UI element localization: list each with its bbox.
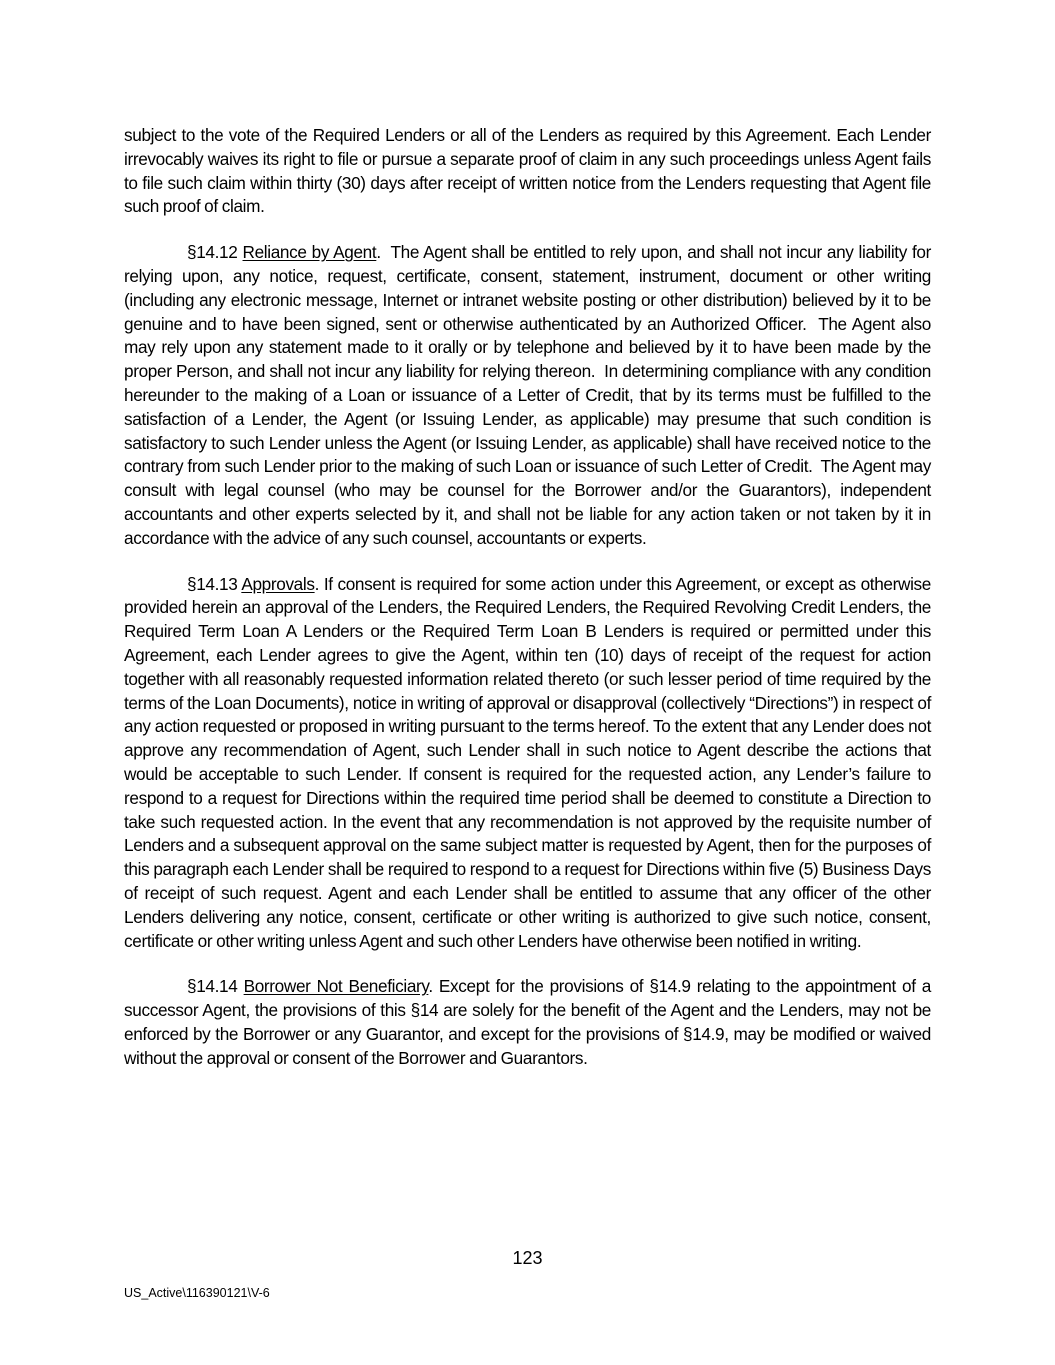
section-number: §14.12: [187, 242, 238, 263]
document-id: US_Active\116390121\V-6: [124, 1286, 270, 1300]
section-14-13: [124, 573, 931, 954]
section-number: §14.13: [187, 573, 238, 594]
page-number: 123: [512, 1248, 543, 1268]
section-number: §14.14: [187, 976, 238, 997]
section-heading-suffix: .: [376, 242, 381, 263]
section-heading-suffix: .: [314, 573, 320, 594]
section-body: If consent is required for some action under this Agreement, or except as otherwise provided herein an approval of the Lenders, the Required Lenders, the Required Revolving Credit Lenders, the Required Term Loan A Lenders or the Required Term Loan B Lenders is required or permitted under this Agreement, each Lender agrees to give the Agent, within ten (10) days of receipt of the request for action together with all reasonably requested information related thereto (or such lesser period of time required by the terms of the Loan Documents), notice in writing of approval or disapproval (collectively “Directions”) in respect of any action requested or proposed in writing pursuant to the terms hereof. To the extent that any Lender does not approve any recommendation of Agent, such Lender shall in such notice to Agent describe the actions that would be acceptable to such Lender. If consent is required for the requested action, any Lender’s failure to respond to a request for Directions within the required time period shall be deemed to constitute a Direction to take such requested action. In the event that any recommendation is not approved by the requisite number of Lenders and a subsequent approval on the same subject matter is requested by Agent, then for the purposes of this paragraph each Lender shall be required to respond to a request for Directions within five (5) Business Days of receipt of such request. Agent and each Lender shall be entitled to assume that any officer of the other Lenders delivering any notice, consent, certificate or other writing is authorized to give such notice, consent, certificate or other writing unless Agent and such other Lenders have otherwise been notified in writing.: [124, 573, 931, 951]
section-body: The Agent shall be entitled to rely upon, and shall not incur any liability for relying upon, any notice, request, certificate, consent, statement, instrument, document or other writing (including any electronic message, Internet or intranet website posting or other distribution) believed by it to be genuine and to have been signed, sent or otherwise authenticated by an Authorized Officer. The Agent also may rely upon any statement made to it orally or by telephone and believed by it to have been made by the proper Person, and shall not incur any liability for relying thereon. In determining compliance with any condition hereunder to the making of a Loan or issuance of a Letter of Credit, that by its terms must be fulfilled to the satisfaction of a Lender, the Agent (or Issuing Lender, as applicable) may presume that such condition is satisfactory to such Lender unless the Agent (or Issuing Lender, as applicable) shall have received notice to the contrary from such Lender prior to the making of such Loan or issuance of such Letter of Credit. The Agent may consult with legal counsel (who may be counsel for the Borrower and/or the Guarantors), independent accountants and other experts selected by it, and shall not be liable for any action taken or not taken by it in accordance with the advice of any such counsel, accountants or experts.: [124, 242, 935, 548]
section-heading: Reliance by Agent: [242, 242, 377, 263]
section-heading: Approvals: [241, 573, 315, 594]
section-14-12: [124, 241, 935, 550]
section-heading-suffix: .: [428, 976, 433, 997]
continuation-paragraph: subject to the vote of the Required Lenders or all of the Lenders as required by this Agreement. Each Lender irrevocably waives its right to file or pursue a separate proof of claim in any such proceedings unless Agent fails to file such claim within thirty (30) days after receipt of written notice from the Lenders requesting that Agent file such proof of claim.: [124, 125, 931, 217]
section-heading: Borrower Not Beneficiary: [243, 976, 429, 997]
document-page: [124, 124, 935, 1092]
section-body: Except for the provisions of §14.9 relating to the appointment of a successor Agent, the provisions of this §14 are solely for the benefit of the Agent and the Lenders, may not be enforced by the Borrower or any Guarantor, and except for the provisions of §14.9, may be modified or waived without the approval or consent of the Borrower and Guarantors.: [124, 976, 931, 1068]
section-14-14: [124, 975, 931, 1070]
